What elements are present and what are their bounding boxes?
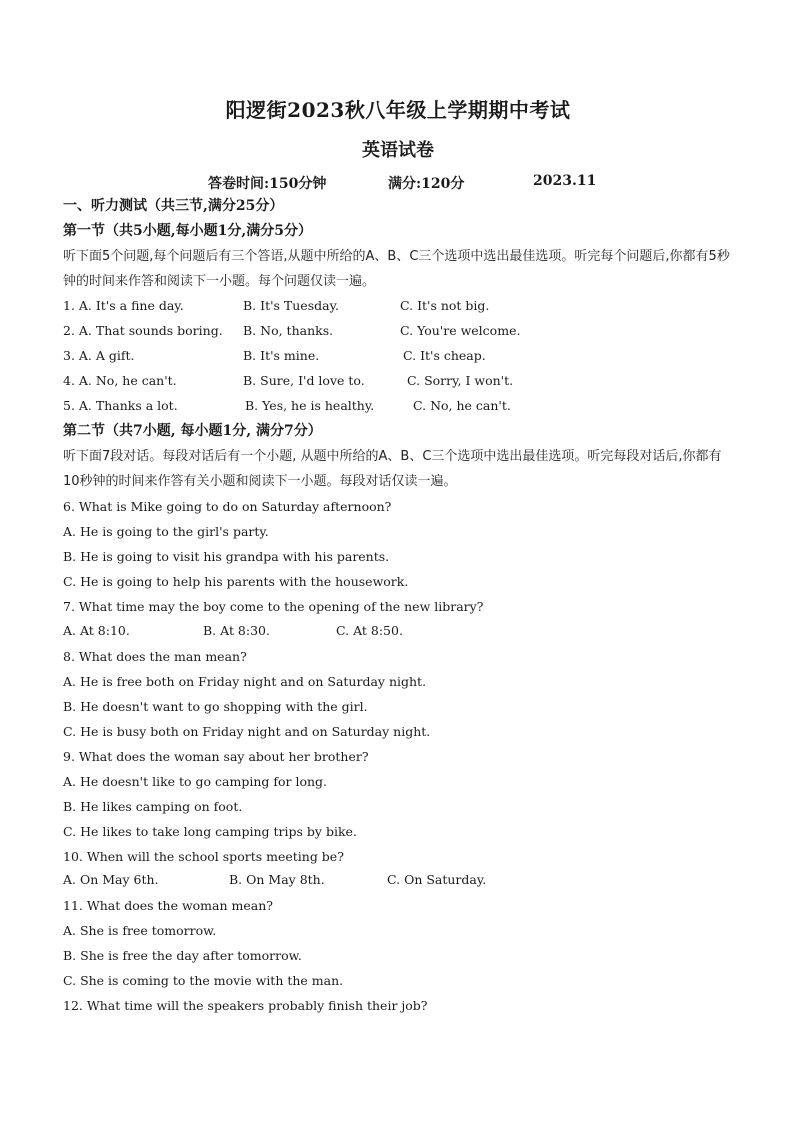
question-stem: 6. What is Mike going to do on Saturday afternoon? — [63, 499, 392, 514]
option-b: B. He is going to visit his grandpa with his parents. — [63, 549, 390, 564]
option-a: A. She is free tomorrow. — [63, 923, 217, 938]
question-row — [63, 373, 733, 391]
exam-score: 满分:120分 — [388, 176, 465, 192]
option-b: B. No, thanks. — [243, 323, 334, 338]
question-stem: 8. What does the man mean? — [63, 649, 247, 664]
question-row — [63, 623, 733, 641]
question-stem: 7. What time may the boy come to the opening of the new library? — [63, 599, 484, 614]
option-a: 3. A. A gift. — [63, 348, 135, 363]
option-c: C. He is going to help his parents with the housework. — [63, 574, 409, 589]
option-c: C. You're welcome. — [400, 323, 521, 338]
option-b: B. It's Tuesday. — [243, 298, 339, 313]
section1-instructions: 听下面5个问题,每个问题后有三个答语,从题中所给的A、B、C三个选项中选出最佳选项。听完每个问题后,你都有5秒钟的时间来作答和阅读下一小题。每个问题仅读一遍。 — [63, 249, 730, 289]
question-stem: 11. What does the woman mean? — [63, 898, 273, 913]
option-c: C. He likes to take long camping trips by bike. — [63, 824, 357, 839]
option-c: C. She is coming to the movie with the man. — [63, 973, 344, 988]
section1-heading: 第一节（共5小题,每小题1分,满分5分） — [63, 223, 312, 239]
question-stem: 10. When will the school sports meeting be? — [63, 849, 344, 864]
section2-heading: 第二节（共7小题, 每小题1分, 满分7分） — [63, 423, 322, 439]
option-c: C. He is busy both on Friday night and on Saturday night. — [63, 724, 431, 739]
option-c: C. No, he can't. — [413, 398, 511, 413]
option-b: B. It's mine. — [243, 348, 320, 363]
option-b: B. He doesn't want to go shopping with the girl. — [63, 699, 368, 714]
option-a: A. He is going to the girl's party. — [63, 524, 269, 539]
option-b: B. Sure, I'd love to. — [243, 373, 365, 388]
option-b: B. He likes camping on foot. — [63, 799, 243, 814]
option-a: A. He doesn't like to go camping for long. — [63, 774, 328, 789]
exam-title: 阳逻街2023秋八年级上学期期中考试 — [225, 98, 571, 122]
option-a: 5. A. Thanks a lot. — [63, 398, 178, 413]
option-a: A. At 8:10. — [63, 623, 130, 638]
option-b: B. At 8:30. — [203, 623, 270, 638]
question-row — [63, 398, 733, 416]
option-b: B. Yes, he is healthy. — [245, 398, 375, 413]
section2-instructions: 听下面7段对话。每段对话后有一个小题, 从题中所给的A、B、C三个选项中选出最佳选项。听完每段对话后,你都有10秒钟的时间来作答有关小题和阅读下一小题。每段对话仅读一遍。 — [63, 449, 722, 489]
exam-date: 2023.11 — [533, 173, 597, 189]
option-a: A. He is free both on Friday night and on Saturday night. — [63, 674, 427, 689]
option-c: C. It's not big. — [400, 298, 490, 313]
exam-subtitle: 英语试卷 — [362, 140, 434, 161]
option-a: 4. A. No, he can't. — [63, 373, 177, 388]
question-row — [63, 298, 733, 316]
question-row — [63, 872, 733, 890]
question-stem: 12. What time will the speakers probably finish their job? — [63, 998, 428, 1013]
option-a: 2. A. That sounds boring. — [63, 323, 223, 338]
option-b: B. She is free the day after tomorrow. — [63, 948, 302, 963]
option-c: C. At 8:50. — [336, 623, 403, 638]
option-c: C. On Saturday. — [387, 872, 487, 887]
question-row — [63, 348, 733, 366]
option-a: 1. A. It's a fine day. — [63, 298, 184, 313]
option-b: B. On May 8th. — [229, 872, 325, 887]
option-c: C. Sorry, I won't. — [407, 373, 514, 388]
question-stem: 9. What does the woman say about her brother? — [63, 749, 369, 764]
option-c: C. It's cheap. — [403, 348, 486, 363]
part1-heading: 一、听力测试（共三节,满分25分） — [63, 198, 284, 214]
question-row — [63, 323, 733, 341]
option-a: A. On May 6th. — [63, 872, 159, 887]
exam-time: 答卷时间:150分钟 — [208, 176, 327, 192]
